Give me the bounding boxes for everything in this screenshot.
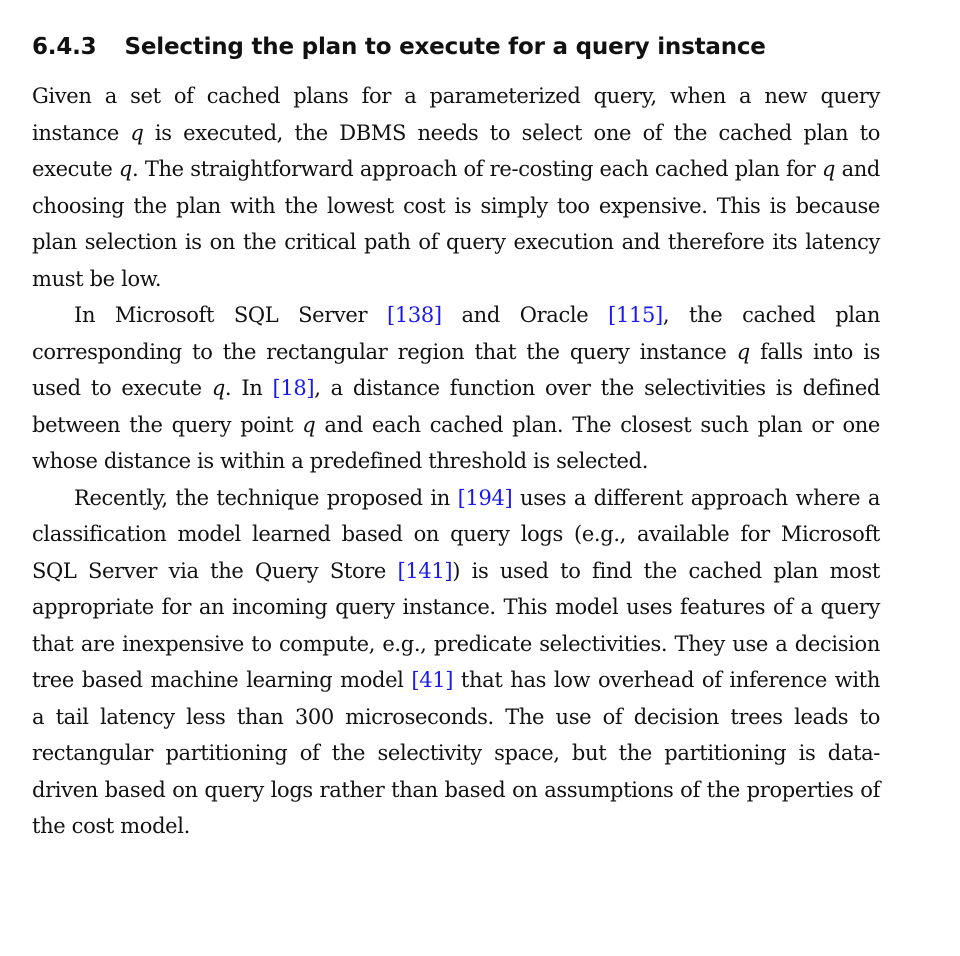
text-run: ) is used to find the cached plan most appropriate for an incoming query instance. This model uses features of a query that are inexpensive to compute, e.g., predicate selectivities. They use a decision tree based machine learning model [32, 558, 880, 692]
math-variable: q [736, 339, 750, 364]
paragraph [32, 297, 880, 480]
text-run: and each cached plan. The closest such plan or one whose distance is within a predefined threshold is selected. [32, 412, 880, 473]
text-run: is executed, the DBMS needs to select one of the cached plan to execute [32, 120, 881, 181]
text-run: In Microsoft SQL Server [74, 303, 387, 327]
text-run: that has low overhead of inference with a tail latency less than 300 microseconds. The use of decision trees leads to rectangular partitioning of the selectivity space, but the partitioning is data-driven based on query logs rather than based on assumptions of the properties of the cost model. [32, 668, 880, 838]
section-heading [32, 34, 880, 60]
citation-link[interactable]: [194] [457, 485, 513, 510]
text-run: falls into is used to execute [32, 339, 880, 400]
text-run: and Oracle [441, 303, 609, 327]
document-page [32, 34, 880, 845]
text-run: and choosing the plan with the lowest cost is simply too expensive. This is because plan selection is on the critical path of query execution and therefore its latency must be low. [32, 157, 881, 291]
math-variable: q [821, 157, 836, 181]
text-run: , a distance function over the selectivities is defined between the query point [32, 376, 880, 437]
text-run: . In [224, 376, 273, 400]
math-variable: q [118, 157, 133, 181]
paragraph [32, 480, 880, 845]
math-variable: q [130, 120, 144, 145]
citation-link[interactable]: [18] [272, 376, 315, 400]
section-title: Selecting the plan to execute for a query instance [124, 34, 766, 60]
math-variable: q [302, 412, 316, 437]
citation-link[interactable]: [141] [397, 558, 453, 583]
citation-link[interactable]: [138] [387, 303, 442, 327]
text-run: , the cached plan corresponding to the rectangular region that the query instance [32, 303, 880, 364]
text-run: Given a set of cached plans for a parameterized query, when a new query instance [32, 84, 880, 145]
text-run: Recently, the technique proposed in [74, 485, 458, 510]
section-number: 6.4.3 [32, 34, 97, 60]
text-run: . The straightforward approach of re-costing each cached plan for [132, 157, 822, 181]
math-variable: q [211, 376, 225, 400]
text-run: uses a different approach where a classification model learned based on query logs (e.g., available for Microsoft SQL Server via the Query Store [32, 485, 880, 583]
citation-link[interactable]: [115] [608, 303, 663, 327]
citation-link[interactable]: [41] [411, 668, 454, 692]
paragraph [32, 78, 880, 297]
